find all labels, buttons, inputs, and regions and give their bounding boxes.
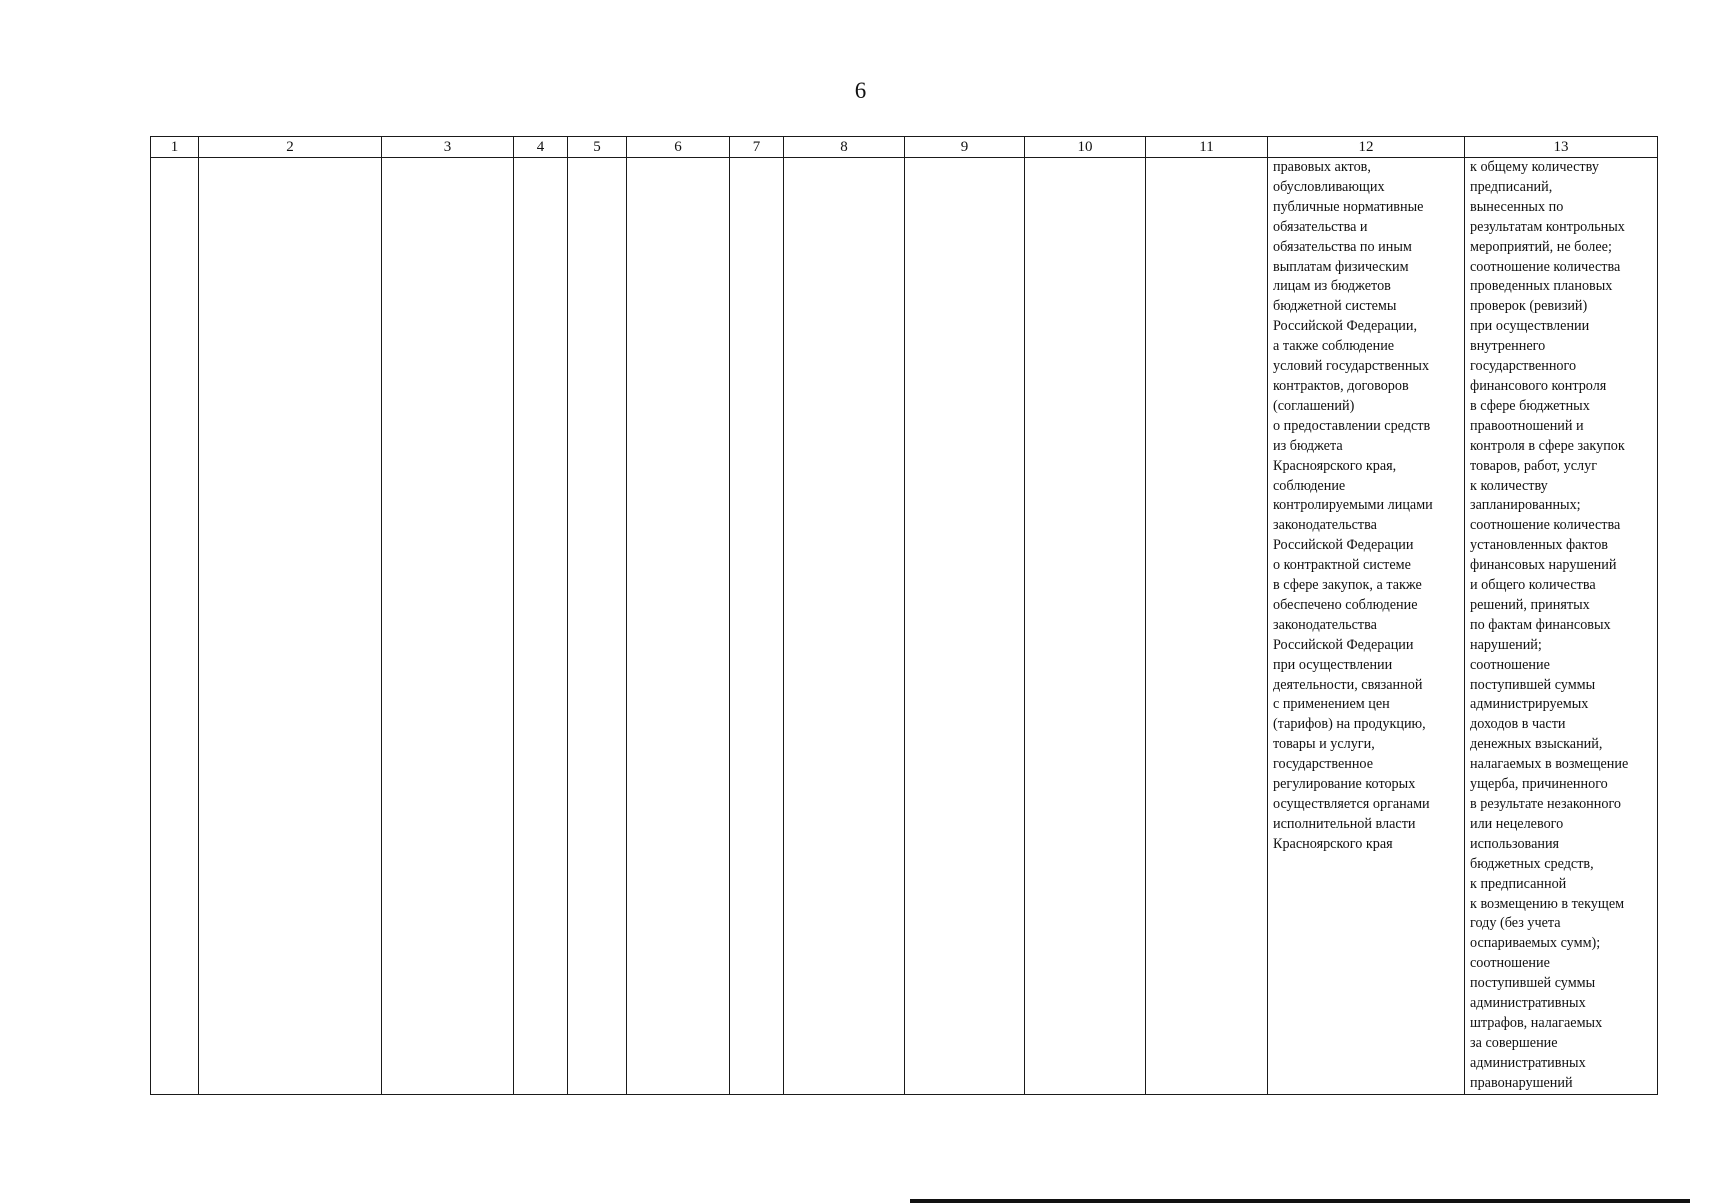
text-line: о контрактной системе xyxy=(1273,557,1411,574)
text-line: с применением цен xyxy=(1273,696,1390,713)
text-line: о предоставлении средств xyxy=(1273,417,1431,434)
text-line: поступившей суммы xyxy=(1470,975,1596,992)
text-line: (соглашений) xyxy=(1273,397,1355,414)
text-line: доходов в части xyxy=(1470,716,1566,733)
text-line: обязательства и xyxy=(1273,218,1368,235)
text-line: установленных фактов xyxy=(1470,537,1608,554)
cell-col-1 xyxy=(151,158,199,1095)
text-line: обязательства по иным xyxy=(1273,238,1412,255)
cell-col-5 xyxy=(568,158,627,1095)
col-header-9: 9 xyxy=(905,137,1025,158)
text-line: законодательства xyxy=(1273,616,1377,633)
text-line: администрируемых xyxy=(1470,696,1589,713)
col-header-7: 7 xyxy=(730,137,784,158)
text-line: административных xyxy=(1470,995,1586,1012)
text-line: правовых актов, xyxy=(1273,159,1371,175)
text-line: соотношение количества xyxy=(1470,517,1621,534)
text-line: законодательства xyxy=(1273,517,1377,534)
col-header-1: 1 xyxy=(151,137,199,158)
col-header-6: 6 xyxy=(627,137,730,158)
header-row xyxy=(151,137,1658,158)
col-header-4: 4 xyxy=(514,137,568,158)
text-line: контрактов, договоров xyxy=(1273,377,1409,394)
text-line: в результате незаконного xyxy=(1470,796,1622,812)
text-line: обусловливающих xyxy=(1273,178,1385,195)
text-line: году (без учета xyxy=(1470,915,1561,932)
cell-col-7 xyxy=(730,158,784,1095)
text-line: контролируемыми лицами xyxy=(1273,497,1433,514)
text-line: результатам контрольных xyxy=(1470,218,1625,235)
text-line: финансовых нарушений xyxy=(1470,557,1617,574)
text-line: поступившей суммы xyxy=(1470,676,1596,693)
col-header-10: 10 xyxy=(1025,137,1146,158)
text-line: по фактам финансовых xyxy=(1470,616,1611,633)
text-line: предписаний, xyxy=(1470,178,1553,195)
col-header-2: 2 xyxy=(199,137,382,158)
text-line: а также соблюдение xyxy=(1273,338,1395,355)
cell-col-11 xyxy=(1146,158,1268,1095)
text-line: Российской Федерации, xyxy=(1273,318,1418,335)
cell-col-2 xyxy=(199,158,382,1095)
text-line: государственное xyxy=(1273,756,1373,773)
page-number: 6 xyxy=(854,78,867,103)
text-line: исполнительной власти xyxy=(1273,815,1416,832)
text-line: обеспечено соблюдение xyxy=(1273,596,1418,613)
text-line: государственного xyxy=(1470,358,1577,375)
text-line: деятельности, связанной xyxy=(1273,676,1423,693)
text-line: осуществляется органами xyxy=(1273,796,1430,812)
text-line: при осуществлении xyxy=(1470,318,1590,335)
text-line: нарушений; xyxy=(1470,636,1542,653)
cell-col-4 xyxy=(514,158,568,1095)
text-line: к общему количеству xyxy=(1470,159,1599,175)
text-line: запланированных; xyxy=(1470,497,1581,514)
text-line: вынесенных по xyxy=(1470,198,1564,215)
text-line: финансового контроля xyxy=(1470,377,1607,394)
text-line: (тарифов) на продукцию, xyxy=(1273,716,1426,733)
col13-text xyxy=(1465,158,1657,1094)
text-line: товары и услуги, xyxy=(1273,736,1375,753)
text-line: решений, принятых xyxy=(1470,596,1590,613)
text-line: к предписанной xyxy=(1470,875,1567,892)
text-line: товаров, работ, услуг xyxy=(1470,457,1598,474)
text-line: бюджетных средств, xyxy=(1470,855,1594,872)
col-header-8: 8 xyxy=(784,137,905,158)
col-header-12: 12 xyxy=(1268,137,1465,158)
col-header-13: 13 xyxy=(1465,137,1658,158)
text-line: правонарушений xyxy=(1470,1074,1573,1091)
text-line: лицам из бюджетов xyxy=(1273,278,1391,295)
text-line: административных xyxy=(1470,1054,1586,1071)
text-line: денежных взысканий, xyxy=(1470,736,1603,753)
cell-col-12 xyxy=(1268,158,1465,1095)
col-header-11: 11 xyxy=(1146,137,1268,158)
cell-col-3 xyxy=(382,158,514,1095)
table-row xyxy=(151,158,1658,1095)
text-line: выплатам физическим xyxy=(1273,258,1409,275)
text-line: использования xyxy=(1470,835,1560,852)
text-line: из бюджета xyxy=(1273,437,1343,454)
text-line: контроля в сфере закупок xyxy=(1470,437,1625,454)
text-line: соблюдение xyxy=(1273,477,1346,494)
data-table xyxy=(150,136,1658,1095)
text-line: оспариваемых сумм); xyxy=(1470,935,1601,952)
text-line: соотношение xyxy=(1470,656,1550,673)
text-line: за совершение xyxy=(1470,1034,1558,1051)
col12-text xyxy=(1268,158,1464,855)
text-line: к количеству xyxy=(1470,477,1548,494)
text-line: Красноярского края, xyxy=(1273,457,1397,474)
text-line: в сфере бюджетных xyxy=(1470,397,1590,414)
text-line: и общего количества xyxy=(1470,577,1596,594)
cell-col-13 xyxy=(1465,158,1658,1095)
text-line: соотношение количества xyxy=(1470,258,1621,275)
text-line: Красноярского края xyxy=(1273,835,1393,852)
col-header-5: 5 xyxy=(568,137,627,158)
text-line: Российской Федерации xyxy=(1273,537,1414,554)
text-line: бюджетной системы xyxy=(1273,298,1397,315)
text-line: Российской Федерации xyxy=(1273,636,1414,653)
text-line: ущерба, причиненного xyxy=(1470,776,1608,793)
cell-col-9 xyxy=(905,158,1025,1095)
text-line: внутреннего xyxy=(1470,338,1546,355)
text-line: публичные нормативные xyxy=(1273,198,1424,215)
text-line: регулирование которых xyxy=(1273,776,1416,793)
text-line: в сфере закупок, а также xyxy=(1273,577,1422,594)
cell-col-8 xyxy=(784,158,905,1095)
text-line: проведенных плановых xyxy=(1470,278,1613,295)
text-line: налагаемых в возмещение xyxy=(1470,756,1629,773)
text-line: при осуществлении xyxy=(1273,656,1393,673)
text-line: условий государственных xyxy=(1273,358,1430,375)
col-header-3: 3 xyxy=(382,137,514,158)
text-line: соотношение xyxy=(1470,955,1550,972)
cell-col-6 xyxy=(627,158,730,1095)
text-line: правоотношений и xyxy=(1470,417,1584,434)
text-line: штрафов, налагаемых xyxy=(1470,1014,1603,1031)
text-line: к возмещению в текущем xyxy=(1470,895,1625,912)
text-line: мероприятий, не более; xyxy=(1470,238,1612,255)
text-line: проверок (ревизий) xyxy=(1470,298,1588,315)
text-line: или нецелевого xyxy=(1470,815,1564,832)
cell-col-10 xyxy=(1025,158,1146,1095)
